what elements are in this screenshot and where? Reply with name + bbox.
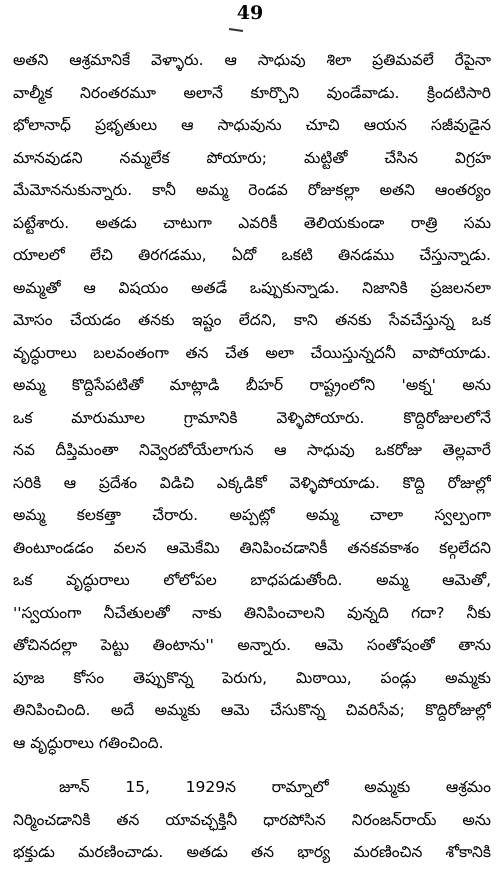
text-line: నిర్మించడానికి తన యావచ్ఛక్తినీ ధారపోసిన నిరంజన్‌రాయ్ అను — [13, 810, 491, 829]
text-line: అతని ఆశ్రమానికే వెళ్ళారు. ఆ సాధువు శిలా ప్రతిమవలే రేపైనా — [13, 51, 491, 69]
text-line: వాల్మీక నిరంతరమూ అలానే కూర్చొని వుండేవాడు. క్రిందటిసారి — [13, 83, 491, 102]
text-line: ఒక వృద్ధురాలు లోలోపల బాధపడుతోంది. అమ్మ ఆమెతో, — [13, 571, 491, 589]
text-line: తోచినదల్లా పెట్టు తింటాను'' అన్నారు. ఆమె సంతోషంతో తాను — [13, 636, 491, 654]
body-text — [13, 44, 491, 869]
text-line: మోసం చేయడం తనకు ఇష్టం లేదని, కాని తనకు సేవచేస్తున్న ఒక — [13, 311, 491, 329]
text-line: అమ్మ కొద్దిసేపటితో మాట్లాడి బీహర్ రాష్ట్రంలోని 'అక్న' అను — [13, 376, 491, 394]
text-line: పట్టేశారు. అతడు చాటుగా ఎవరికీ తెలియకుండా రాత్రి సమ — [13, 213, 491, 232]
text-line: అమ్మతో ఆ విషయం అతడే ఒప్పుకున్నాడు. నిజానికి ప్రజలనలా — [13, 278, 491, 297]
paragraph-gap — [13, 759, 491, 771]
text-line: భోలానాధ్ ప్రభృతులు ఆ సాధువును చూచి ఆయన సజీవుడైన — [13, 116, 491, 134]
text-line: ''స్వయంగా నీచేతులతో నాకు తినిపించాలని వున్నది గదా? నీకు — [13, 603, 491, 622]
text-line: మేమోననుకున్నారు. కానీ అమ్మ రెండవ రోజుకల్లా అతని ఆంతర్యం — [13, 181, 491, 199]
text-line: ఒక మారుమూల గ్రామానికి వెళ్ళిపోయారు. కొద్దిరోజులలోనే — [13, 408, 491, 427]
text-line: ఆ వృద్ధురాలు గతించింది. — [13, 733, 164, 752]
dash-mark — [229, 28, 243, 32]
text-line: అమ్మ కలకత్తా చేరారు. అప్పట్లో అమ్మ చాలా స్వల్పంగా — [13, 506, 491, 524]
text-line: తినిపించింది. అదే అమ్మకు ఆమె చేసుకొన్న చివరిసేవ; కొద్దిరోజుల్లో — [13, 701, 491, 719]
text-line: తింటూండడం వలన ఆమెకేమి తినిపించడానికీ తనకవకాశం కల్గలేదని — [13, 538, 491, 557]
page-number: 49 — [236, 2, 264, 24]
text-line: పూజ కోసం తెప్పుకొన్న పెరుగు, మిఠాయి, పండ్లు అమ్మకు — [13, 668, 491, 687]
paragraph-2 — [13, 771, 491, 869]
text-line: యాలలో లేచి తిరగడము, ఏదో ఒకటి తినడము చేస్తున్నాడు. — [13, 246, 491, 264]
text-line: భక్తుడు మరణించాడు. అతడు తన భార్య మరణించిన శోకానికి — [13, 843, 491, 861]
paragraph-1 — [13, 44, 491, 759]
text-line: మానవుడని నమ్మలేక పోయారు; మట్టితో చేసిన విగ్రహ — [13, 148, 491, 167]
text-line: సరికి ఆ ప్రదేశం విడిచి ఎక్కడికో వెళ్ళిపోయాడు. కొద్ది రోజుల్లో — [13, 473, 491, 492]
text-line: జూన్ 15, 1929న రామ్నాలో అమ్మకు ఆశ్రమం — [59, 778, 491, 796]
text-line: వృద్ధురాలు బలవంతంగా తన చేత అలా చేయిస్తున్నదనీ వాపోయాడు. — [13, 343, 491, 362]
text-line: నవ దీప్తిమంతా నివ్వెరబోయేలాగున ఆ సాధువు ఒకరోజు తెల్లవారే — [13, 441, 491, 459]
